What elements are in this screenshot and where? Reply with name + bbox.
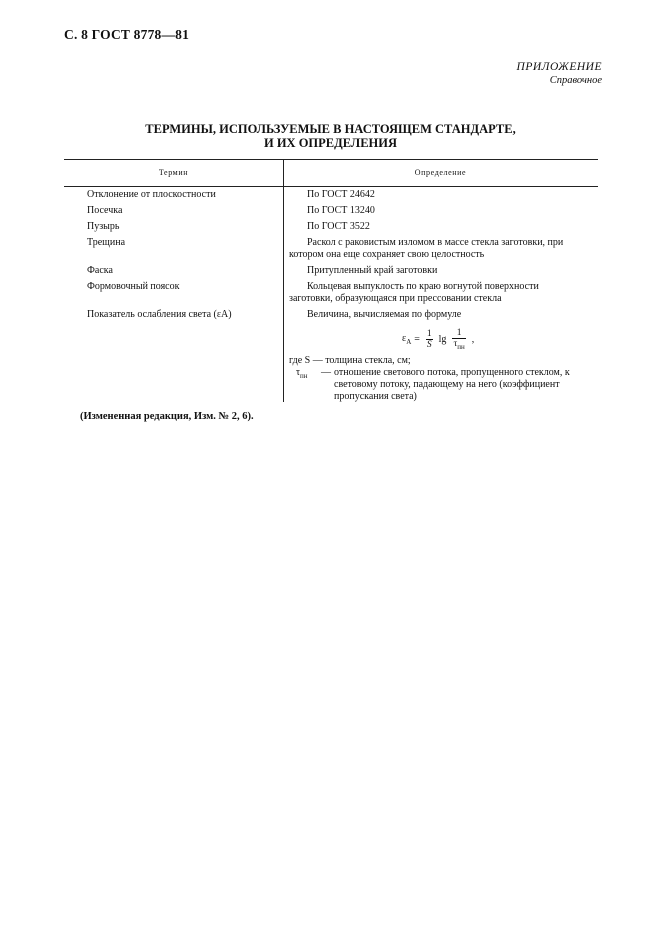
formula-symbol: τ: [296, 367, 301, 378]
formula-symbol: ε: [402, 333, 407, 345]
definition-text: Кольцевая выпуклость по краю вогнутой поверхности: [307, 281, 539, 292]
definition-text: Раскол с раковистым изломом в массе стекла заготовки, при: [307, 237, 564, 248]
definition-cell: [289, 221, 596, 233]
term-cell: Трещина: [87, 237, 126, 248]
formula-subscript: пн: [300, 372, 308, 380]
definition-text: Притупленный край заготовки: [307, 265, 438, 276]
definition-cell: [289, 189, 596, 201]
definition-cell: [289, 205, 596, 217]
formula: [402, 328, 474, 352]
definition-cell: [289, 265, 596, 277]
definition-text: По ГОСТ 24642: [307, 189, 375, 200]
amendment-note: (Измененная редакция, Изм. № 2, 6).: [80, 411, 254, 422]
formula-subscript: пн: [457, 342, 465, 351]
document-title: [0, 123, 661, 150]
term-cell: Показатель ослабления света (εA): [87, 309, 232, 320]
fraction-denominator: [452, 338, 465, 352]
formula-lhs: [402, 333, 411, 346]
tau-line: световому потоку, падающему на него (коэффициент: [334, 379, 560, 390]
formula-log: lg: [438, 334, 447, 346]
tau-line: пропускания света): [334, 391, 417, 402]
definition-text: По ГОСТ 3522: [307, 221, 370, 232]
table-top-rule: [64, 159, 598, 160]
definition-cell: [289, 309, 596, 321]
appendix-label: [517, 61, 602, 87]
term-cell: Посечка: [87, 205, 123, 216]
formula-comma: ,: [471, 334, 475, 346]
table-header-rule: [64, 186, 598, 187]
title-line-1: ТЕРМИНЫ, ИСПОЛЬЗУЕМЫЕ В НАСТОЯЩЕМ СТАНДАРТЕ,: [145, 122, 516, 136]
definition-text: По ГОСТ 13240: [307, 205, 375, 216]
tau-text: [334, 367, 596, 403]
term-cell: Формовочный поясок: [87, 281, 180, 292]
tau-explanation: [296, 367, 596, 403]
formula-subscript: A: [406, 338, 412, 347]
appendix-title: ПРИЛОЖЕНИЕ: [516, 61, 602, 73]
formula-symbol: τ: [453, 339, 458, 349]
definition-cell: [289, 281, 596, 305]
column-header-term: Термин: [158, 168, 189, 177]
term-cell: Отклонение от плоскостности: [87, 189, 216, 200]
fraction-numerator: 1: [456, 328, 462, 338]
fraction-numerator: 1: [426, 329, 432, 340]
fraction-denominator: S: [426, 340, 432, 351]
tau-symbol: [296, 367, 318, 403]
formula-fraction: [426, 329, 433, 350]
definition-cell: [289, 237, 596, 261]
definition-text: Величина, вычисляемая по формуле: [307, 309, 462, 320]
appendix-type: Справочное: [549, 75, 602, 86]
tau-dash: —: [321, 367, 331, 378]
definition-text: котором она еще сохраняет свою целостность: [289, 249, 485, 260]
term-cell: Фаска: [87, 265, 113, 276]
table-column-divider: [283, 159, 284, 402]
where-line: где S — толщина стекла, см;: [289, 355, 411, 366]
title-line-2: И ИХ ОПРЕДЕЛЕНИЯ: [263, 135, 398, 150]
definition-text: заготовки, образующаяся при прессовании стекла: [289, 293, 502, 304]
page-header: С. 8 ГОСТ 8778—81: [64, 27, 190, 42]
tau-line: отношение светового потока, пропущенного стеклом, к: [334, 367, 570, 378]
column-header-definition: Определение: [414, 168, 467, 177]
formula-fraction: [452, 328, 465, 352]
term-cell: Пузырь: [87, 221, 120, 232]
formula-equals: =: [414, 334, 420, 346]
